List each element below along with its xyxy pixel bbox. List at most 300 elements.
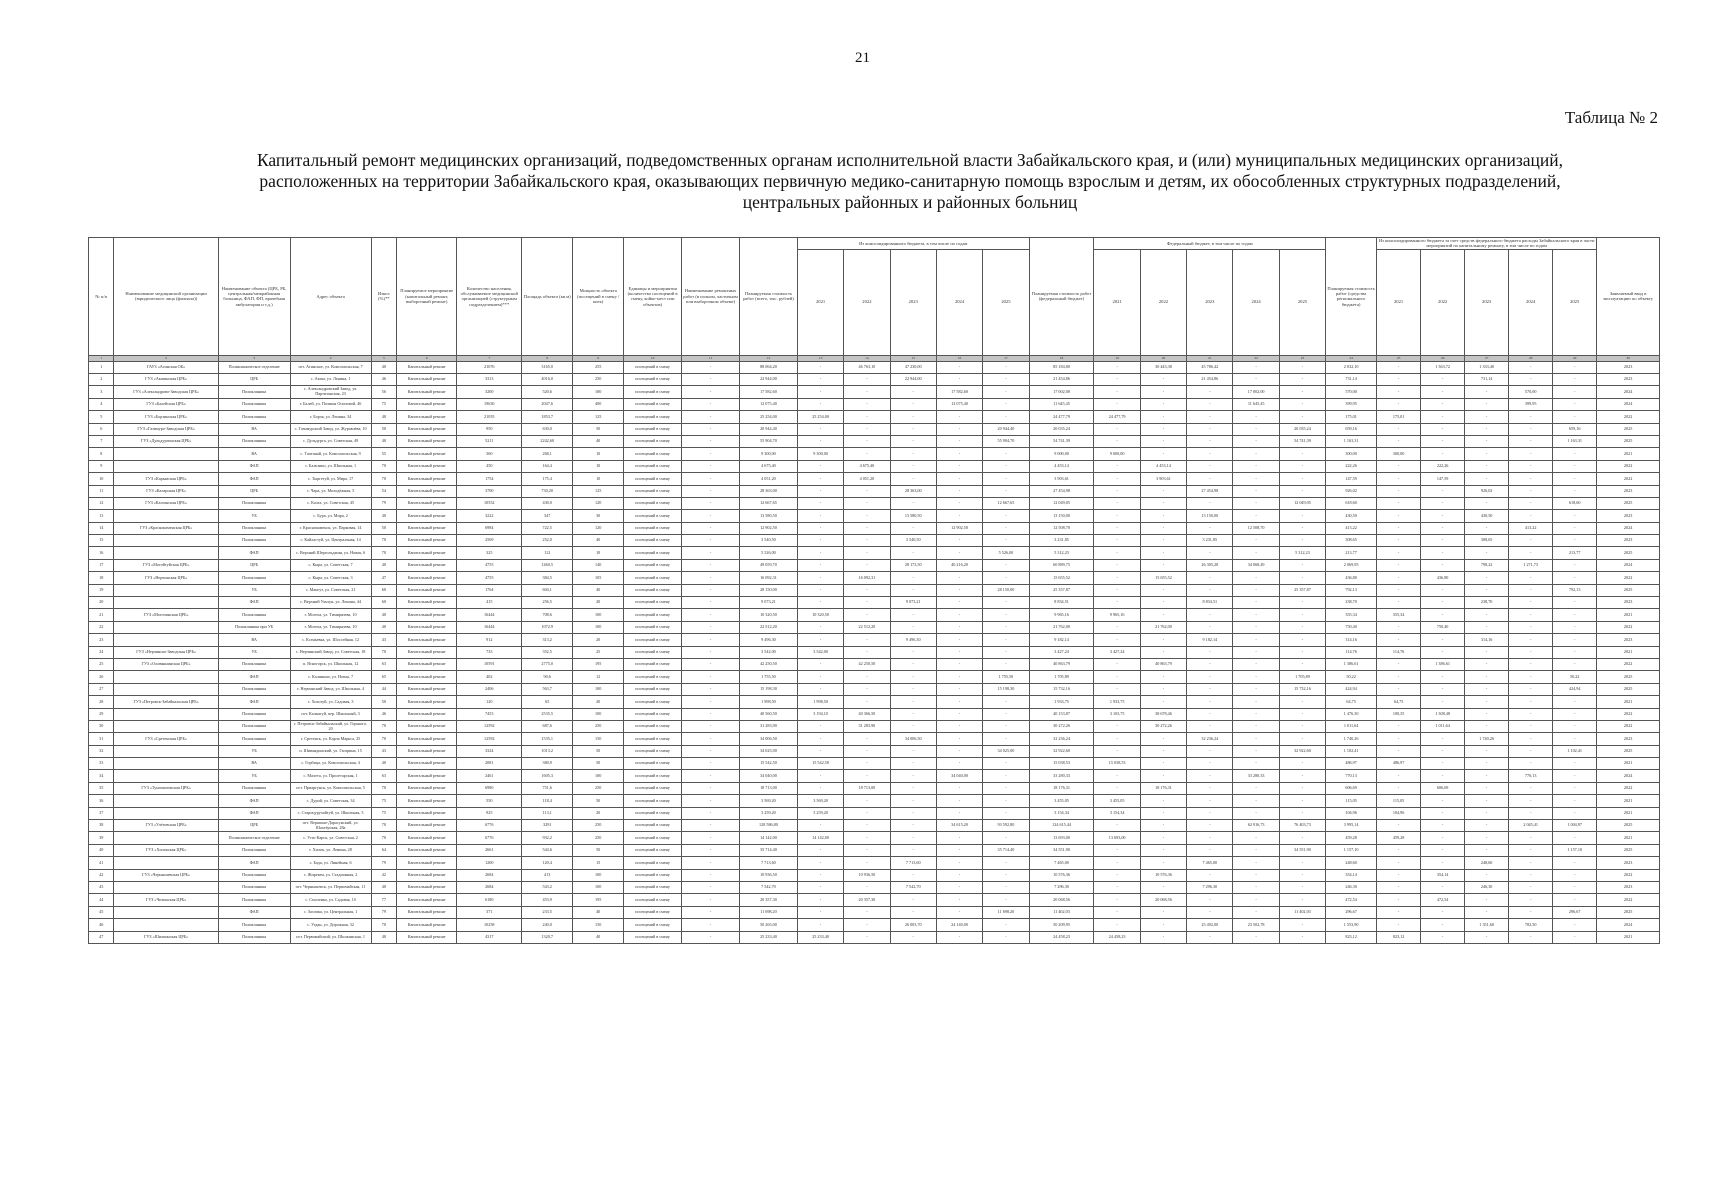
table-cell: Поликлиника bbox=[218, 782, 290, 794]
table-cell: 55 904,70 bbox=[983, 435, 1029, 447]
table-cell: 1 333,40 bbox=[1465, 361, 1509, 373]
table-cell: - bbox=[1233, 435, 1279, 447]
header-year: 2021 bbox=[797, 249, 843, 355]
table-cell: 17 582,60 bbox=[936, 386, 982, 398]
table-cell: 2684 bbox=[457, 869, 522, 881]
table-cell: - bbox=[1233, 671, 1279, 683]
table-cell: - bbox=[682, 398, 740, 410]
table-cell: 2024 bbox=[1597, 559, 1660, 571]
table-cell: - bbox=[797, 621, 843, 633]
table-cell: 24 477,79 bbox=[1029, 411, 1094, 423]
table-cell: 246,30 bbox=[1326, 882, 1377, 894]
table-cell: - bbox=[1187, 782, 1233, 794]
table-cell: - bbox=[1187, 386, 1233, 398]
table-cell: посещений в смену bbox=[624, 621, 682, 633]
table-cell: - bbox=[844, 485, 890, 497]
table-cell: - bbox=[682, 423, 740, 435]
table-cell: 2025 bbox=[1597, 497, 1660, 509]
table-cell: - bbox=[1553, 770, 1597, 782]
table-cell: 112 bbox=[522, 547, 573, 559]
table-cell: 733 bbox=[457, 646, 522, 658]
table-cell: г. Хилок, ул. Ленина, 28 bbox=[290, 844, 371, 856]
table-cell: 25 254,00 bbox=[797, 411, 843, 423]
table-cell: - bbox=[983, 386, 1029, 398]
table-cell: 16 092,31 bbox=[844, 572, 890, 584]
table-cell: 124 615,44 bbox=[1029, 820, 1094, 832]
table-cell: 347 bbox=[522, 510, 573, 522]
table-cell: - bbox=[1421, 634, 1465, 646]
table-cell: - bbox=[844, 411, 890, 423]
table-cell: - bbox=[1509, 423, 1553, 435]
table-cell: посещений в смену bbox=[624, 931, 682, 943]
table-cell: 25 bbox=[89, 658, 114, 670]
table-cell: - bbox=[1233, 869, 1279, 881]
table-cell: 10 bbox=[573, 448, 624, 460]
table-cell: 3 154,34 bbox=[1094, 807, 1140, 819]
table-cell: - bbox=[1279, 857, 1325, 869]
table-cell: 300,00 bbox=[1377, 448, 1421, 460]
table-cell: 2025 bbox=[1597, 844, 1660, 856]
table-cell: 34 551,90 bbox=[1029, 844, 1094, 856]
table-cell: 50 265,00 bbox=[739, 919, 797, 931]
table-row bbox=[89, 584, 1660, 596]
table-cell: 33 280,33 bbox=[1029, 770, 1094, 782]
table-cell: ГУЗ «Хилокская ЦРБ» bbox=[114, 844, 218, 856]
table-cell: 22 bbox=[89, 621, 114, 633]
table-cell: - bbox=[797, 361, 843, 373]
table-cell: Капитальный ремонт bbox=[397, 448, 457, 460]
table-cell: 2021 bbox=[1597, 758, 1660, 770]
table-cell: 2775,0 bbox=[522, 658, 573, 670]
table-cell: посещений в смену bbox=[624, 435, 682, 447]
table-cell: 2684 bbox=[457, 882, 522, 894]
table-cell: 486,97 bbox=[1326, 758, 1377, 770]
table-cell: 1 163,31 bbox=[1326, 435, 1377, 447]
table-cell: - bbox=[1140, 485, 1186, 497]
table-cell: 23 502,78 bbox=[1233, 919, 1279, 931]
table-cell: 24 458,23 bbox=[1029, 931, 1094, 943]
table-cell: - bbox=[1553, 473, 1597, 485]
table-row bbox=[89, 931, 1660, 943]
table-cell: с. Нерчинский Завод, ул. Советская, 18 bbox=[290, 646, 371, 658]
table-cell: - bbox=[890, 683, 936, 695]
table-row bbox=[89, 683, 1660, 695]
table-cell: 15 732,16 bbox=[1029, 683, 1094, 695]
table-cell: 18 176,31 bbox=[1140, 782, 1186, 794]
column-index-cell: 29 bbox=[1553, 355, 1597, 361]
table-cell: - bbox=[1421, 597, 1465, 609]
table-cell: 30 bbox=[89, 720, 114, 732]
table-cell: 32 922,60 bbox=[1279, 745, 1325, 757]
table-cell: 7453 bbox=[457, 708, 522, 720]
table-cell: - bbox=[844, 733, 890, 745]
table-cell: 3 bbox=[89, 386, 114, 398]
table-cell: 17 002,00 bbox=[1029, 386, 1094, 398]
table-cell: 7 542,70 bbox=[890, 882, 936, 894]
table-cell: 40 bbox=[371, 758, 396, 770]
table-cell: 2022 bbox=[1597, 621, 1660, 633]
table-cell: г. Краснокаменск, ул. Парковая, 14 bbox=[290, 522, 371, 534]
table-cell: - bbox=[1377, 485, 1421, 497]
table-cell: посещений в смену bbox=[624, 745, 682, 757]
table-cell: 40 216,20 bbox=[936, 559, 982, 571]
table-cell: посещений в смену bbox=[624, 535, 682, 547]
table-cell: - bbox=[936, 671, 982, 683]
table-cell: - bbox=[1094, 361, 1140, 373]
table-cell: с. Акша, ул. Ленина, 1 bbox=[290, 373, 371, 385]
table-cell: - bbox=[682, 460, 740, 472]
table-cell: - bbox=[1279, 658, 1325, 670]
table-cell: - bbox=[936, 510, 982, 522]
table-cell: - bbox=[1187, 671, 1233, 683]
table-cell: - bbox=[1509, 646, 1553, 658]
table-cell: 250 bbox=[573, 720, 624, 732]
table-cell: с. Смоленка, ул. Садовая, 1б bbox=[290, 894, 371, 906]
table-row bbox=[89, 572, 1660, 584]
table-cell: - bbox=[1094, 720, 1140, 732]
table-cell: Капитальный ремонт bbox=[397, 510, 457, 522]
header-address: Адрес объекта bbox=[290, 238, 371, 356]
table-cell: - bbox=[1140, 646, 1186, 658]
table-cell: 2022 bbox=[1597, 782, 1660, 794]
table-row bbox=[89, 448, 1660, 460]
table-cell: г. Нерчинский Завод, ул. Школьная, 4 bbox=[290, 683, 371, 695]
table-cell: с. Бада, ул. Линейная, 6 bbox=[290, 857, 371, 869]
table-cell: 100 bbox=[573, 708, 624, 720]
table-cell: 12592 bbox=[457, 720, 522, 732]
table-cell: 5211 bbox=[457, 435, 522, 447]
table-cell: 2021 bbox=[1597, 795, 1660, 807]
table-cell: 2025 bbox=[1597, 820, 1660, 832]
table-cell: - bbox=[1233, 535, 1279, 547]
table-cell: 659,16 bbox=[1326, 423, 1377, 435]
table-cell: 9 496,30 bbox=[739, 634, 797, 646]
table-cell: 30 272,26 bbox=[1140, 720, 1186, 732]
table-cell: Капитальный ремонт bbox=[397, 609, 457, 621]
table-cell: посещений в смену bbox=[624, 597, 682, 609]
table-cell: 268,1 bbox=[522, 448, 573, 460]
table-cell: 41 bbox=[89, 857, 114, 869]
table-cell: 15 198,30 bbox=[983, 683, 1029, 695]
table-cell: - bbox=[682, 609, 740, 621]
table-cell: 751,6 bbox=[522, 782, 573, 794]
table-row bbox=[89, 869, 1660, 881]
table-cell: - bbox=[797, 597, 843, 609]
table-cell: Капитальный ремонт bbox=[397, 547, 457, 559]
table-cell: - bbox=[1509, 708, 1553, 720]
table-cell bbox=[114, 906, 218, 918]
table-cell: 402 bbox=[457, 671, 522, 683]
table-cell: - bbox=[983, 696, 1029, 708]
table-cell: 400 bbox=[573, 398, 624, 410]
table-row bbox=[89, 882, 1660, 894]
table-cell: - bbox=[983, 782, 1029, 794]
table-cell: 54 741,39 bbox=[1029, 435, 1094, 447]
table-cell: - bbox=[682, 931, 740, 943]
table-cell: 14 142,00 bbox=[739, 832, 797, 844]
table-cell: 16 bbox=[89, 547, 114, 559]
table-cell: - bbox=[682, 671, 740, 683]
table-cell: - bbox=[936, 844, 982, 856]
table-cell: 16444 bbox=[457, 621, 522, 633]
header-year: 2024 bbox=[1233, 249, 1279, 355]
header-object-type: Наименование объекта (ЦРБ, РБ, центральная/межрайонная больница, ФАП, ФП, врачебная амбулатория и т.д.) bbox=[218, 238, 290, 356]
table-cell: 120 bbox=[457, 696, 522, 708]
table-cell: ГУЗ «Чернышевская ЦРБ» bbox=[114, 869, 218, 881]
table-cell: 28 363,00 bbox=[739, 485, 797, 497]
table-cell: - bbox=[936, 683, 982, 695]
column-index-cell: 28 bbox=[1509, 355, 1553, 361]
table-cell: Поликлиника bbox=[218, 522, 290, 534]
table-cell: с. Кыра, ул. Советская, 3 bbox=[290, 572, 371, 584]
table-cell: 770,13 bbox=[1509, 770, 1553, 782]
table-cell: 20 035,24 bbox=[1029, 423, 1094, 435]
table-cell: ЦРБ bbox=[218, 820, 290, 832]
header-year: 2021 bbox=[1377, 249, 1421, 355]
table-cell: 12 075,40 bbox=[936, 398, 982, 410]
table-cell: 62 916,73 bbox=[1233, 820, 1279, 832]
table-cell: Капитальный ремонт bbox=[397, 745, 457, 757]
table-cell: - bbox=[682, 386, 740, 398]
table-cell: - bbox=[1233, 448, 1279, 460]
table-cell: - bbox=[797, 770, 843, 782]
table-cell: Капитальный ремонт bbox=[397, 906, 457, 918]
table-cell: - bbox=[844, 510, 890, 522]
table-cell bbox=[114, 770, 218, 782]
table-cell: 43 bbox=[371, 745, 396, 757]
column-index-cell: 7 bbox=[457, 355, 522, 361]
table-cell: Капитальный ремонт bbox=[397, 634, 457, 646]
table-cell: - bbox=[797, 398, 843, 410]
table-cell: 4 675,40 bbox=[739, 460, 797, 472]
table-cell: 2535,5 bbox=[522, 708, 573, 720]
header-year: 2023 bbox=[1187, 249, 1233, 355]
table-cell: ФАП bbox=[218, 547, 290, 559]
table-cell: посещений в смену bbox=[624, 559, 682, 571]
table-cell: Поликлиника bbox=[218, 844, 290, 856]
table-cell: Поликлиника bbox=[218, 894, 290, 906]
table-cell: - bbox=[1377, 894, 1421, 906]
table-cell: 1754 bbox=[457, 473, 522, 485]
table-cell: - bbox=[1465, 584, 1509, 596]
header-year: 2022 bbox=[1140, 249, 1186, 355]
table-cell: - bbox=[936, 634, 982, 646]
table-cell: г. Балей, ул. Полины Осиповой, 46 bbox=[290, 398, 371, 410]
table-cell: - bbox=[682, 882, 740, 894]
table-cell: - bbox=[1279, 373, 1325, 385]
table-cell bbox=[114, 807, 218, 819]
table-cell: - bbox=[890, 411, 936, 423]
table-cell: - bbox=[936, 609, 982, 621]
table-cell: 34 bbox=[89, 770, 114, 782]
table-cell: - bbox=[1233, 473, 1279, 485]
table-cell: - bbox=[1465, 497, 1509, 509]
table-cell: - bbox=[983, 398, 1029, 410]
table-cell: 22 512,20 bbox=[739, 621, 797, 633]
table-cell: 325 bbox=[457, 547, 522, 559]
table-cell: 1 386,61 bbox=[1326, 658, 1377, 670]
table-cell: - bbox=[682, 658, 740, 670]
table-cell: посещений в смену bbox=[624, 510, 682, 522]
table-cell: 2025 bbox=[1597, 423, 1660, 435]
table-cell: - bbox=[682, 894, 740, 906]
table-cell: 2081 bbox=[457, 758, 522, 770]
table-cell: Капитальный ремонт bbox=[397, 535, 457, 547]
table-cell: - bbox=[1509, 572, 1553, 584]
header-wear: Износ (%)** bbox=[371, 238, 396, 356]
table-cell: - bbox=[936, 931, 982, 943]
table-cell: - bbox=[1187, 423, 1233, 435]
table-cell: - bbox=[890, 646, 936, 658]
table-cell: посещений в смену bbox=[624, 497, 682, 509]
table-cell: - bbox=[1233, 361, 1279, 373]
table-cell: с. Дульдурга, ул. Советская, 49 bbox=[290, 435, 371, 447]
table-cell: - bbox=[1553, 572, 1597, 584]
table-cell: - bbox=[936, 535, 982, 547]
table-cell: - bbox=[936, 572, 982, 584]
table-cell: 70 bbox=[371, 733, 396, 745]
table-cell: - bbox=[1187, 758, 1233, 770]
table-cell: - bbox=[983, 373, 1029, 385]
table-cell: Капитальный ремонт bbox=[397, 782, 457, 794]
table-cell: - bbox=[844, 398, 890, 410]
table-cell: - bbox=[1377, 857, 1421, 869]
table-cell: - bbox=[1233, 683, 1279, 695]
table-cell: 9 182,14 bbox=[1187, 634, 1233, 646]
table-cell: - bbox=[844, 597, 890, 609]
table-cell: - bbox=[1140, 683, 1186, 695]
table-cell: - bbox=[1187, 497, 1233, 509]
table-cell: - bbox=[1140, 696, 1186, 708]
table-cell: Поликлиника bbox=[218, 535, 290, 547]
table-cell: 2022 bbox=[1597, 720, 1660, 732]
table-cell: - bbox=[1465, 435, 1509, 447]
table-cell: Капитальный ремонт bbox=[397, 758, 457, 770]
table-cell: - bbox=[1465, 448, 1509, 460]
table-cell: ГУЗ «Акшинская ЦРБ» bbox=[114, 373, 218, 385]
table-cell: - bbox=[1094, 572, 1140, 584]
table-cell: - bbox=[936, 547, 982, 559]
table-cell: 10 936,50 bbox=[844, 869, 890, 881]
table-cell: - bbox=[983, 411, 1029, 423]
table-cell: г. Сретенск, ул. Карла Маркса, 25 bbox=[290, 733, 371, 745]
table-cell: 75 bbox=[371, 807, 396, 819]
table-cell: - bbox=[936, 646, 982, 658]
table-cell: - bbox=[890, 547, 936, 559]
header-capacity: Мощность объекта (посещений в смену / коек) bbox=[573, 238, 624, 356]
table-cell: - bbox=[1421, 931, 1465, 943]
table-cell: 17 002,00 bbox=[1233, 386, 1279, 398]
table-cell: 34 551,90 bbox=[1279, 844, 1325, 856]
table-cell: ГУЗ «Краснокаменская ЦРБ» bbox=[114, 522, 218, 534]
table-cell: 5 526,00 bbox=[739, 547, 797, 559]
table-cell: - bbox=[1279, 621, 1325, 633]
table-cell: посещений в смену bbox=[624, 411, 682, 423]
table-cell: - bbox=[1279, 869, 1325, 881]
table-cell: - bbox=[1377, 497, 1421, 509]
table-cell: посещений в смену bbox=[624, 522, 682, 534]
table-cell: 3313 bbox=[457, 373, 522, 385]
table-cell: - bbox=[797, 535, 843, 547]
table-cell: - bbox=[1509, 535, 1553, 547]
table-cell: - bbox=[682, 820, 740, 832]
table-cell: 233,5 bbox=[522, 906, 573, 918]
table-cell: ГУЗ «Каларская ЦРБ» bbox=[114, 485, 218, 497]
table-cell: Поликлиника bbox=[218, 931, 290, 943]
table-cell: - bbox=[1509, 733, 1553, 745]
table-cell bbox=[114, 621, 218, 633]
table-cell: 147,59 bbox=[1421, 473, 1465, 485]
table-cell: 12592 bbox=[457, 733, 522, 745]
column-index-cell: 6 bbox=[397, 355, 457, 361]
table-cell: 175,01 bbox=[1377, 411, 1421, 423]
table-cell: 100 bbox=[573, 683, 624, 695]
table-cell: - bbox=[1094, 658, 1140, 670]
table-cell: - bbox=[1553, 522, 1597, 534]
table-cell: 9 bbox=[89, 460, 114, 472]
table-cell: - bbox=[983, 832, 1029, 844]
table-cell: - bbox=[1094, 782, 1140, 794]
table-cell: посещений в смену bbox=[624, 844, 682, 856]
table-cell: - bbox=[983, 361, 1029, 373]
table-cell: ВА bbox=[218, 634, 290, 646]
table-cell: 50 bbox=[573, 758, 624, 770]
table-cell: 24 140,00 bbox=[936, 919, 982, 931]
table-cell: с. Верхний Ульхун, ул. Ленина, 44 bbox=[290, 597, 371, 609]
table-cell: 250 bbox=[573, 832, 624, 844]
table-cell: - bbox=[682, 758, 740, 770]
table-cell: - bbox=[682, 696, 740, 708]
table-cell: - bbox=[1187, 473, 1233, 485]
table-cell: Капитальный ремонт bbox=[397, 882, 457, 894]
table-cell: - bbox=[1094, 906, 1140, 918]
table-cell: - bbox=[890, 423, 936, 435]
table-cell: 25 357,87 bbox=[1029, 584, 1094, 596]
table-row bbox=[89, 547, 1660, 559]
table-cell: посещений в смену bbox=[624, 361, 682, 373]
table-cell: - bbox=[936, 733, 982, 745]
table-cell: 164,4 bbox=[522, 460, 573, 472]
table-cell: 1320,7 bbox=[522, 931, 573, 943]
table-cell: 2024 bbox=[1597, 770, 1660, 782]
table-cell: - bbox=[1094, 373, 1140, 385]
table-cell: - bbox=[1094, 559, 1140, 571]
table-cell: 40 863,79 bbox=[1140, 658, 1186, 670]
table-cell: - bbox=[1421, 770, 1465, 782]
table-cell: - bbox=[1553, 869, 1597, 881]
table-cell: 252,0 bbox=[522, 535, 573, 547]
table-cell: - bbox=[1140, 634, 1186, 646]
table-cell: 4 453,14 bbox=[1140, 460, 1186, 472]
table-cell: - bbox=[1377, 473, 1421, 485]
table-cell: - bbox=[1465, 708, 1509, 720]
table-cell: - bbox=[890, 435, 936, 447]
table-cell: 430,0 bbox=[522, 497, 573, 509]
table-cell: Поликлиника при УБ bbox=[218, 621, 290, 633]
table-cell: - bbox=[1094, 522, 1140, 534]
table-cell: - bbox=[890, 522, 936, 534]
table-cell: 120 bbox=[573, 497, 624, 509]
table-cell: посещений в смену bbox=[624, 832, 682, 844]
table-cell: - bbox=[1377, 547, 1421, 559]
table-cell: ГУЗ «Балейская ЦРБ» bbox=[114, 398, 218, 410]
table-cell: - bbox=[1094, 584, 1140, 596]
table-cell: - bbox=[1279, 894, 1325, 906]
table-cell: - bbox=[936, 597, 982, 609]
table-cell: 50 bbox=[371, 696, 396, 708]
table-row bbox=[89, 658, 1660, 670]
table-cell: 4 051,20 bbox=[739, 473, 797, 485]
